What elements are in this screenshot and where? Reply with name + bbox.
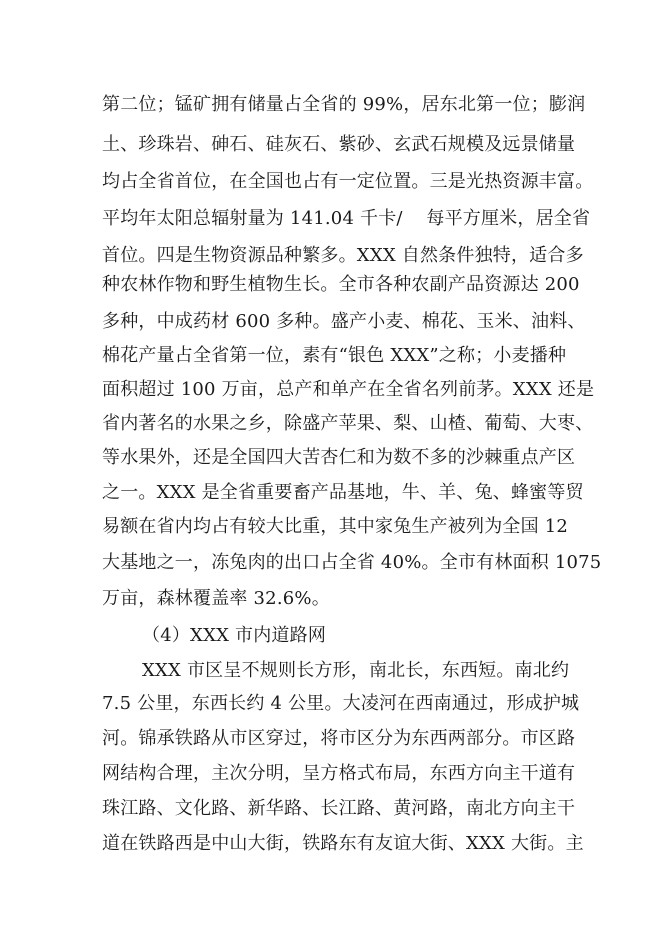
paragraph-line: 万亩，森林覆盖率 32.6%。 [102, 588, 330, 609]
paragraph-line: 7.5 公里，东西长约 4 公里。大凌河在西南通过，形成护城 [102, 693, 580, 714]
paragraph-line: 珠江路、文化路、新华路、长江路、黄河路，南北方向主干 [102, 798, 576, 819]
paragraph-line: 种农林作物和野生植物生长。全市各种农副产品资源达 200 [102, 274, 580, 295]
section-heading: （4）XXX 市内道路网 [142, 625, 327, 646]
paragraph-line: 棉花产量占全省第一位，素有“银色 XXX”之称；小麦播种 [102, 345, 567, 366]
paragraph-line: 首位。四是生物资源品种繁多。XXX 自然条件独特，适合多 [102, 245, 584, 266]
paragraph-line: XXX 市区呈不规则长方形，南北长，东西短。南北约 [142, 660, 570, 681]
paragraph-line: 第二位；锰矿拥有储量占全省的 99%，居东北第一位；膨润 [102, 94, 586, 115]
paragraph-line: 易额在省内均占有较大比重，其中家兔生产被列为全国 12 [102, 516, 569, 537]
paragraph-line: 均占全省首位，在全国也占有一定位置。三是光热资源丰富。 [102, 171, 594, 192]
paragraph-line: 土、珍珠岩、砷石、硅灰石、紫砂、玄武石规模及远景储量 [102, 134, 576, 155]
paragraph-line: 网结构合理，主次分明，呈方格式布局，东西方向主干道有 [102, 763, 576, 784]
paragraph-line: 河。锦承铁路从市区穿过，将市区分为东西两部分。市区路 [102, 728, 576, 749]
paragraph-line: 等水果外，还是全国四大苦杏仁和为数不多的沙棘重点产区 [102, 447, 576, 468]
paragraph-line: 面积超过 100 万亩，总产和单产在全省名列前茅。XXX 还是 [102, 379, 595, 400]
paragraph-line: 之一。XXX 是全省重要畜产品基地，牛、羊、兔、蜂蜜等贸 [102, 482, 584, 503]
paragraph-line: 道在铁路西是中山大街，铁路东有友谊大街、XXX 大街。主 [102, 833, 584, 854]
paragraph-line: 平均年太阳总辐射量为 141.04 千卡/ 每平方厘米，居全省 [102, 208, 591, 229]
paragraph-line: 多种，中成药材 600 多种。盛产小麦、棉花、玉米、油料、 [102, 311, 586, 332]
paragraph-line: 省内著名的水果之乡，除盛产苹果、梨、山楂、葡萄、大枣、 [102, 413, 594, 434]
paragraph-line: 大基地之一，冻兔肉的出口占全省 40%。全市有林面积 1075 [102, 552, 602, 573]
